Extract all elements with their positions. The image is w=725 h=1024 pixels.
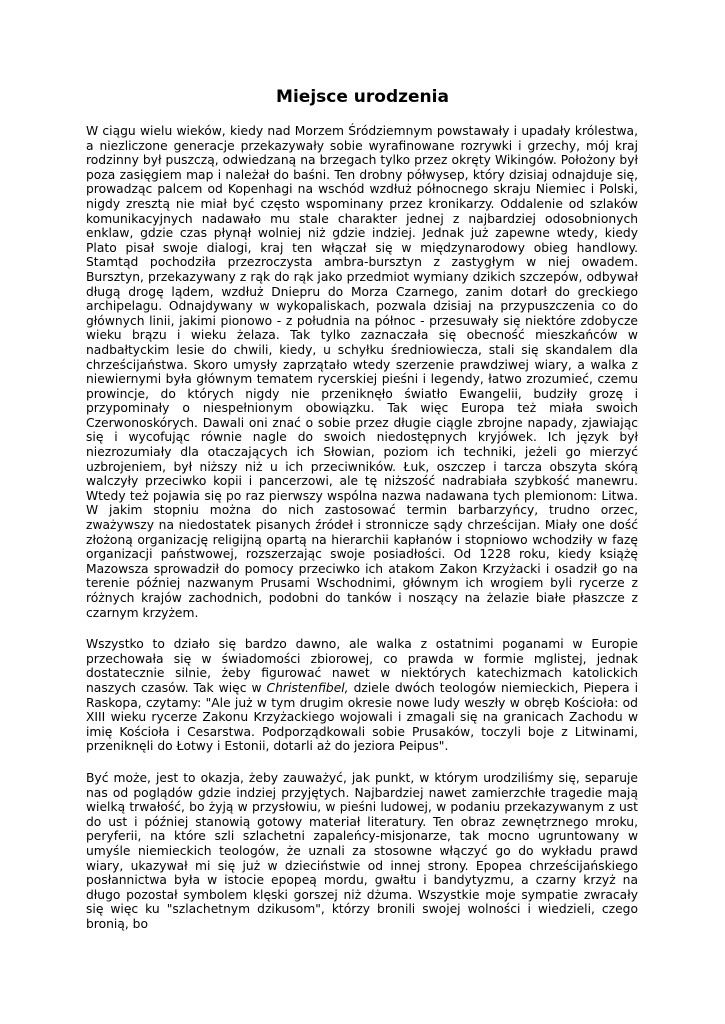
book-title-emphasis: Christenfibel, <box>266 680 349 695</box>
paragraph-2 <box>86 637 638 754</box>
paragraph-1: W ciągu wielu wieków, kiedy nad Morzem Śródziemnym powstawały i upadały królestwa, a niezliczone generacje przekazywały sobie wyrafinowane rozrywki i grzechy, mój kraj rodzinny był puszczą, odwiedzaną na brzegach tylko przez okręty Wikingów. Położony był poza zasięgiem map i należał do baśni. Ten drobny półwysep, który dzisiaj odnajduje się, prowadząc palcem od Kopenhagi na wschód wzdłuż północnego skraju Niemiec i Polski, nigdy zresztą nie miał być często wspominany przez kronikarzy. Oddalenie od szlaków komunikacyjnych nadawało mu stale charakter jednej z najbardziej odosobnionych enklaw, gdzie czas płynął wolniej niż gdzie indziej. Jednak już zapewne wtedy, kiedy Plato pisał swoje dialogi, kraj ten włączał się w międzynarodowy obieg handlowy. Stamtąd pochodziła przezroczysta ambra-bursztyn z zastygłym w niej owadem. Bursztyn, przekazywany z rąk do rąk jako przedmiot wymiany dzikich szczepów, odbywał długą drogę lądem, wzdłuż Dniepru do Morza Czarnego, zanim dotarł do greckiego archipelagu. Odnajdywany w wykopaliskach, pozwala dzisiaj na przypuszczenia co do głównych linii, jakimi pionowo - z południa na północ - przesuwały się niektóre zdobycze wieku brązu i wieku żelaza. Tak tylko zaznaczała się obecność mieszkańców w nadbałtyckim lesie do chwili, kiedy, u schyłku średniowiecza, stali się skandalem dla chrześcijaństwa. Skoro umysły zaprzątało wtedy szerzenie prawdziwej wiary, a walka z niewiernymi była głównym tematem rycerskiej pieśni i legendy, łatwo zrozumieć, czemu prowincje, do których nigdy nie przeniknęło światło Ewangelii, budziły grozę i przypominały o niespełnionym obowiązku. Tak więc Europa też miała swoich Czerwonoskórych. Dawali oni znać o sobie przez długie ciągle zbrojne napady, zjawiając się i wycofując równie nagle do swoich niedostępnych kryjówek. Ich język był niezrozumiały dla otaczających ich Słowian, poziom ich techniki, jeżeli go mierzyć uzbrojeniem, był niższy niż u ich przeciwników. Łuk, oszczep i tarcza obszyta skórą walczyły przeciwko kopii i pancerzowi, ale tę niższość nadrabiała szybkość manewru. Wtedy też pojawia się po raz pierwszy wspólna nazwa nadawana tych plemionom: Litwa. W jakim stopniu można do nich zastosować termin barbarzyńcy, trudno orzec, zważywszy na niedostatek pisanych źródeł i stronnicze sądy chrześcijan. Miały one dość złożoną organizację religijną opartą na hierarchii kapłanów i stopniowo wchodziły w fazę organizacji państwowej, rozszerzając swoje posiadłości. Od 1228 roku, kiedy książę Mazowsza sprowadził do pomocy przeciwko ich atakom Zakon Krzyżacki i osadził go na terenie później nazwanym Prusami Wschodnimi, głównym ich wrogiem byli rycerze z różnych krajów zachodnich, podobni do tanków i noszący na żelazie białe płaszcze z czarnym krzyżem. <box>86 124 638 620</box>
document-title: Miejsce urodzenia <box>276 87 449 107</box>
paragraph-2-text-after: dziele dwóch teologów niemieckich, Piepera i Raskopa, czytamy: "Ale już w tym drugim okresie nowe ludy weszły w obręb Kościoła: od XIII wieku rycerze Zakonu Krzyżackiego wojowali i zmagali się na granicach Zachodu w imię Kościoła i Cesarstwa. Podporządkowali sobie Prusaków, toczyli boje z Litwinami, przeniknęli do Łotwy i Estonii, dotarli aż do jeziora Peipus". <box>86 680 638 754</box>
paragraph-3: Być może, jest to okazja, żeby zauważyć, jak punkt, w którym urodziliśmy się, separuje nas od poglądów gdzie indziej przyjętych. Najbardziej nawet zamierzchłe tragedie mają wielką trwałość, bo żyją w przysłowiu, w pieśni ludowej, w podaniu przekazywanym z ust do ust i później stanowią gotowy materiał literatury. Ten obraz zewnętrznego mroku, peryferii, na które szli szlachetni zapaleńcy-misjonarze, tak mocno ugruntowany w umyśle niemieckich teologów, że uznali za stosowne włączyć go do wykładu prawd wiary, ukazywał mi się już w dzieciństwie od innej strony. Epopea chrześcijańskiego posłannictwa była w istocie epopeą mordu, gwałtu i bandytyzmu, a czarny krzyż na długo pozostał symbolem klęski gorszej niż dżuma. Wszystkie moje sympatie zwracały się więc ku "szlachetnym dzikusom", którzy bronili swojej wolności i wiedzieli, czego bronią, bo <box>86 770 638 931</box>
paragraph-2-text-before: Wszystko to działo się bardzo dawno, ale walka z ostatnimi poganami w Europie przechowała się w świadomości zbiorowej, co prawda w formie mglistej, jednak dostatecznie silnie, żeby figurować nawet w niektórych katechizmach katolickich naszych czasów. Tak więc w <box>86 637 638 695</box>
document-body <box>86 124 638 948</box>
